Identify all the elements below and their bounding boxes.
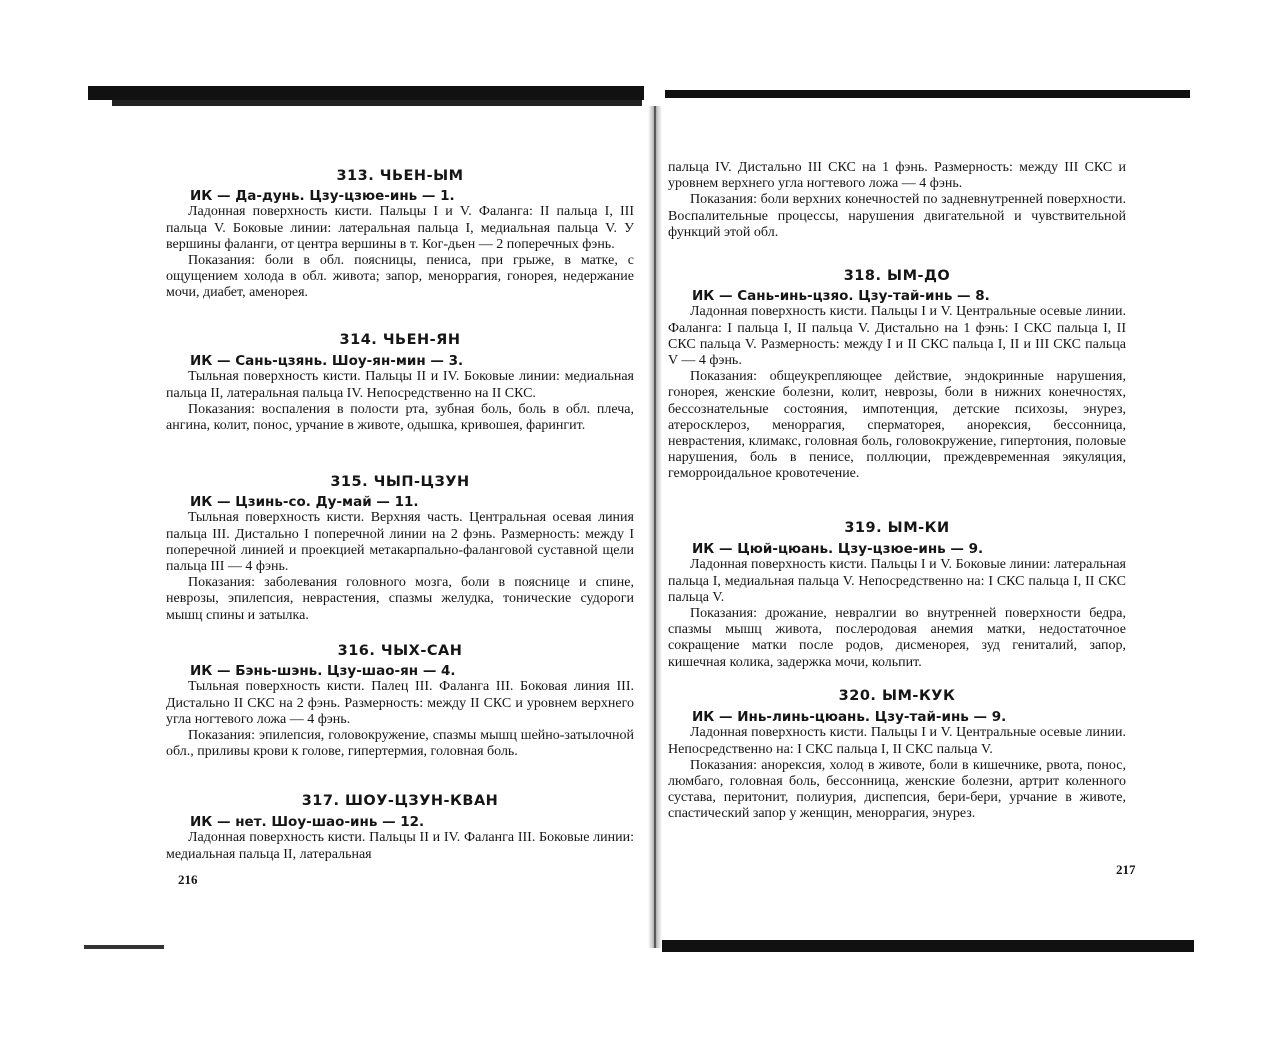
scan-edge-top-right bbox=[665, 90, 1190, 98]
entry-location-continued: пальца IV. Дистально III СКС на 1 фэнь. Размерность: между III СКС и уровнем верхнего угла ногтевого ложа — 4 фэнь. bbox=[668, 160, 1126, 192]
entry-title: 316. ЧЫХ-САН bbox=[337, 643, 463, 659]
book-gutter bbox=[648, 106, 662, 948]
entry-ik: ИК — нет. Шоу-шао-инь — 12. bbox=[190, 814, 425, 831]
entry-317 bbox=[166, 793, 634, 863]
entry-indications: Показания: заболевания головного мозга, боли в пояснице и спине, неврозы, эпилепсия, неврастения, спазмы желудка, тонические судороги мышц спины и затылка. bbox=[166, 575, 634, 623]
scan-edge-bottom-right bbox=[662, 940, 1194, 952]
entry-320 bbox=[668, 688, 1126, 823]
entry-indications: Показания: боли в обл. поясницы, пениса, при грыже, в матке, с ощущением холода в обл. живота; запор, меноррагия, гонорея, недержание мочи, диабет, аменорея. bbox=[166, 253, 634, 301]
entry-indications: Показания: дрожание, невралгии во внутренней поверхности бедра, спазмы мышц живота, послеродовая анемия матки, недостаточное сокращение матки после родов, дисменорея, зуд гениталий, запор, кишечная колика, задержка мочи, кольпит. bbox=[668, 606, 1126, 670]
entry-title: 315. ЧЫП-ЦЗУН bbox=[330, 474, 470, 490]
entry-location: Ладонная поверхность кисти. Пальцы I и V. Боковые линии: латеральная пальца I, медиальная пальца V. Непосредственно на: I СКС пальца I, II СКС пальца V. bbox=[668, 557, 1126, 605]
page-number-right: 217 bbox=[1116, 862, 1136, 877]
entry-ik: ИК — Инь-линь-цюань. Цзу-тай-инь — 9. bbox=[692, 709, 1007, 726]
entry-317-continuation bbox=[668, 160, 1126, 241]
entry-location: Ладонная поверхность кисти. Пальцы I и V. Центральные осевые линии. Непосредственно на: I СКС пальца I, II СКС пальца V. bbox=[668, 725, 1126, 757]
entry-316 bbox=[166, 643, 634, 760]
entry-indications: Показания: общеукрепляющее действие, эндокринные нарушения, гонорея, женские болезни, колит, неврозы, боли в нижних конечностях, бессознательные состояния, импотенция, детские психозы, энурез, атеросклероз, меноррагия, сперматорея, анорексия, бессонница, неврастения, климакс, головная боль, головокружение, гипертония, половые нарушения, боль в пенисе, поллюции, преждевременная эякуляция, геморроидальное кровотечение. bbox=[668, 369, 1126, 482]
entry-313 bbox=[166, 168, 634, 302]
entry-title: 314. ЧЬЕН-ЯН bbox=[339, 332, 461, 348]
entry-indications: Показания: воспаления в полости рта, зубная боль, боль в обл. плеча, ангина, колит, понос, урчание в животе, одышка, кривошея, фарингит. bbox=[166, 401, 634, 434]
entry-319 bbox=[668, 520, 1126, 671]
entry-title: 319. ЫМ-КИ bbox=[844, 520, 950, 536]
page-number-left: 216 bbox=[178, 872, 198, 887]
entry-ik: ИК — Цзинь-со. Ду-май — 11. bbox=[190, 494, 419, 511]
entry-indications: Показания: боли верхних конечностей по задневнутренней поверхности. Воспалительные процессы, нарушения двигательной и чувствительной функций этой обл. bbox=[668, 192, 1126, 240]
scan-edge-bottom-left bbox=[84, 945, 164, 949]
entry-location: Тыльная поверхность кисти. Верхняя часть. Центральная осевая линия пальца III. Дистально I поперечной линии на 2 фэнь. Размерность: между I поперечной линией и проекцией метакарпально-фаланговой суставной щели пальца III — 4 фэнь. bbox=[166, 510, 634, 575]
entry-ik: ИК — Бэнь-шэнь. Цзу-шао-ян — 4. bbox=[190, 663, 456, 680]
scan-edge-top-left-inner bbox=[112, 100, 642, 106]
entry-location: Тыльная поверхность кисти. Палец III. Фаланга III. Боковая линия III. Дистально II СКС на 2 фэнь. Размерность: между II СКС и уровнем верхнего угла ногтевого ложа — 4 фэнь. bbox=[166, 679, 634, 727]
entry-ik: ИК — Цюй-цюань. Цзу-цзюе-инь — 9. bbox=[692, 541, 984, 558]
entry-314 bbox=[166, 332, 634, 434]
entry-ik: ИК — Да-дунь. Цзу-цзюе-инь — 1. bbox=[190, 188, 455, 205]
entry-318 bbox=[668, 268, 1126, 483]
entry-indications: Показания: эпилепсия, головокружение, спазмы мышц шейно-затылочной обл., приливы крови к голове, гипертермия, головная боль. bbox=[166, 728, 634, 760]
entry-indications: Показания: анорексия, холод в животе, боли в кишечнике, рвота, понос, люмбаго, головная боль, бессонница, женские болезни, артрит коленного сустава, перитонит, полиурия, диспепсия, бери-бери, урчание в животе, спастический запор у женщин, меноррагия, энурез. bbox=[668, 757, 1126, 822]
scan-edge-top-left bbox=[88, 86, 644, 100]
entry-title: 313. ЧЬЕН-ЫМ bbox=[336, 168, 464, 184]
entry-title: 318. ЫМ-ДО bbox=[843, 268, 951, 284]
entry-title: 320. ЫМ-КУК bbox=[838, 688, 956, 704]
entry-315 bbox=[166, 474, 634, 624]
entry-location: Ладонная поверхность кисти. Пальцы I и V. Фаланга: II пальца I, III пальца V. Боковые линии: латеральная пальца I, медиальная пальца V. У вершины фаланги, от центра вершины в т. Ког-дьен — 2 поперечных фэнь. bbox=[166, 204, 634, 252]
entry-location: Ладонная поверхность кисти. Пальцы II и IV. Фаланга III. Боковые линии: медиальная пальца II, латеральная bbox=[166, 830, 634, 862]
entry-location: Тыльная поверхность кисти. Пальцы II и IV. Боковые линии: медиальная пальца II, латеральная пальца IV. Непосредственно на II СКС. bbox=[166, 369, 634, 401]
entry-ik: ИК — Сань-инь-цзяо. Цзу-тай-инь — 8. bbox=[692, 288, 990, 305]
entry-ik: ИК — Сань-цзянь. Шоу-ян-мин — 3. bbox=[190, 353, 464, 370]
entry-location: Ладонная поверхность кисти. Пальцы I и V. Центральные осевые линии. Фаланга: I пальца I, II пальца V. Дистально на 1 фэнь: I СКС пальца I, II СКС пальца V. Размерность: между I и II СКС пальца I, II и III СКС пальца V — 4 фэнь. bbox=[668, 304, 1126, 369]
entry-title: 317. ШОУ-ЦЗУН-КВАН bbox=[301, 793, 499, 809]
